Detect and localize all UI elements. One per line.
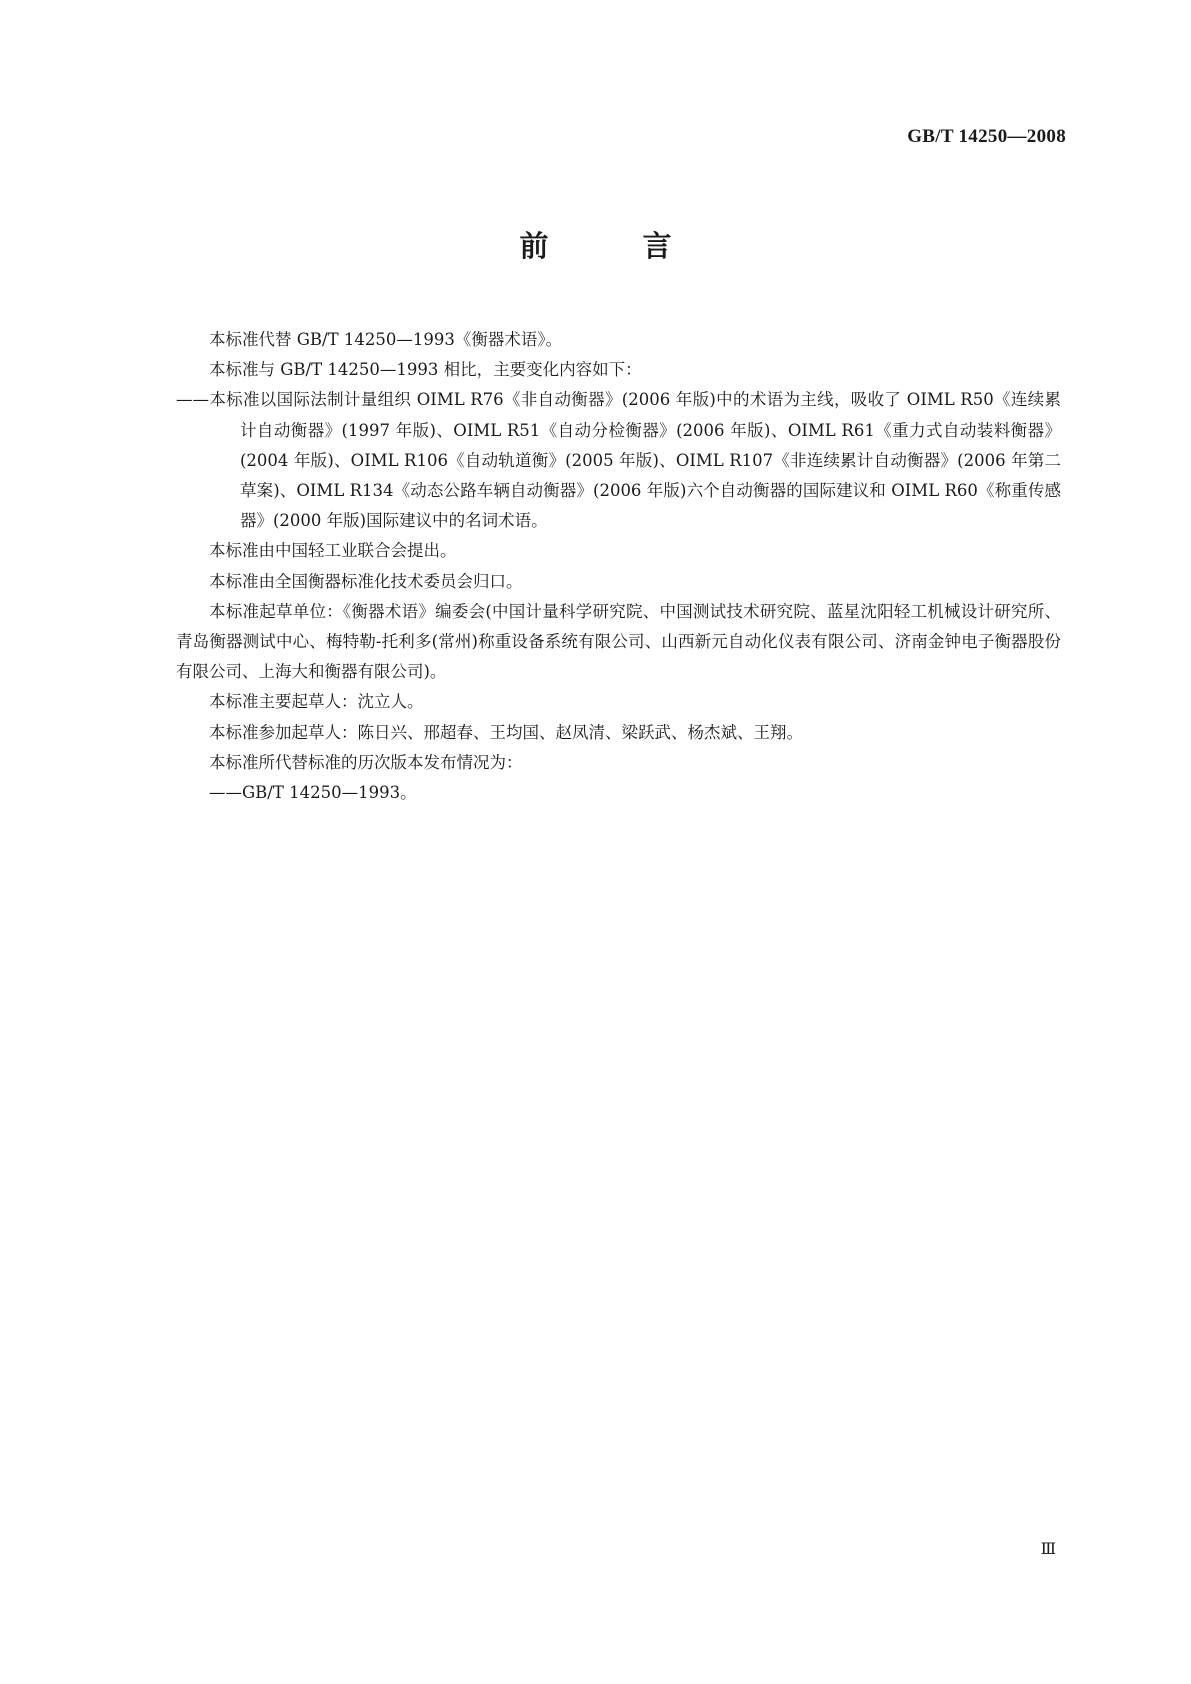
paragraph-proposed-by: 本标准由中国轻工业联合会提出。 xyxy=(209,541,457,561)
document-body xyxy=(176,325,1061,808)
paragraph-main-drafter: 本标准主要起草人：沈立人。 xyxy=(209,692,424,712)
history-list-item: ——GB/T 14250—1993。 xyxy=(209,783,417,803)
paragraph-replaces: 本标准代替 GB/T 14250—1993《衡器术语》。 xyxy=(209,330,563,349)
paragraph-participating-drafters: 本标准参加起草人：陈日兴、邢超春、王均国、赵凤清、梁跃武、杨杰斌、王翔。 xyxy=(209,722,803,742)
paragraph-changes-intro: 本标准与 GB/T 14250—1993 相比，主要变化内容如下： xyxy=(209,360,642,380)
page-title: 前 言 xyxy=(519,229,714,263)
paragraph-centralized-by: 本标准由全国衡器标准化技术委员会归口。 xyxy=(209,571,523,591)
paragraph-history-intro: 本标准所代替标准的历次版本发布情况为： xyxy=(209,752,523,772)
standard-number: GB/T 14250—2008 xyxy=(907,126,1066,147)
paragraph-drafting-units: 本标准起草单位：《衡器术语》编委会(中国计量科学研究院、中国测试技术研究院、蓝星沈阳轻工机械设计研究所、青岛衡器测试中心、梅特勒-托利多(常州)称重设备系统有限公司、山西新元自动化仪表有限公司、济南金钟电子衡器股份有限公司、上海大和衡器有限公司)。 xyxy=(176,601,1061,682)
page-number: Ⅲ xyxy=(1040,1541,1056,1558)
change-list-item: ——本标准以国际法制计量组织 OIML R76《非自动衡器》(2006 年版)中的术语为主线，吸收了 OIML R50《连续累计自动衡器》(1997 年版)、OIML R51《自动分检衡器》(2006 年版)、OIML R61《重力式自动装料衡器》(2004 年版)、OIML R106《自动轨道衡》(2005 年版)、OIML R107《非连续累计自动衡器》(2006 年第二草案)、OIML R134《动态公路车辆自动衡器》(2006 年版)六个自动衡器的国际建议和 OIML R60《称重传感器》(2000 年版)国际建议中的名词术语。 xyxy=(176,390,1061,531)
